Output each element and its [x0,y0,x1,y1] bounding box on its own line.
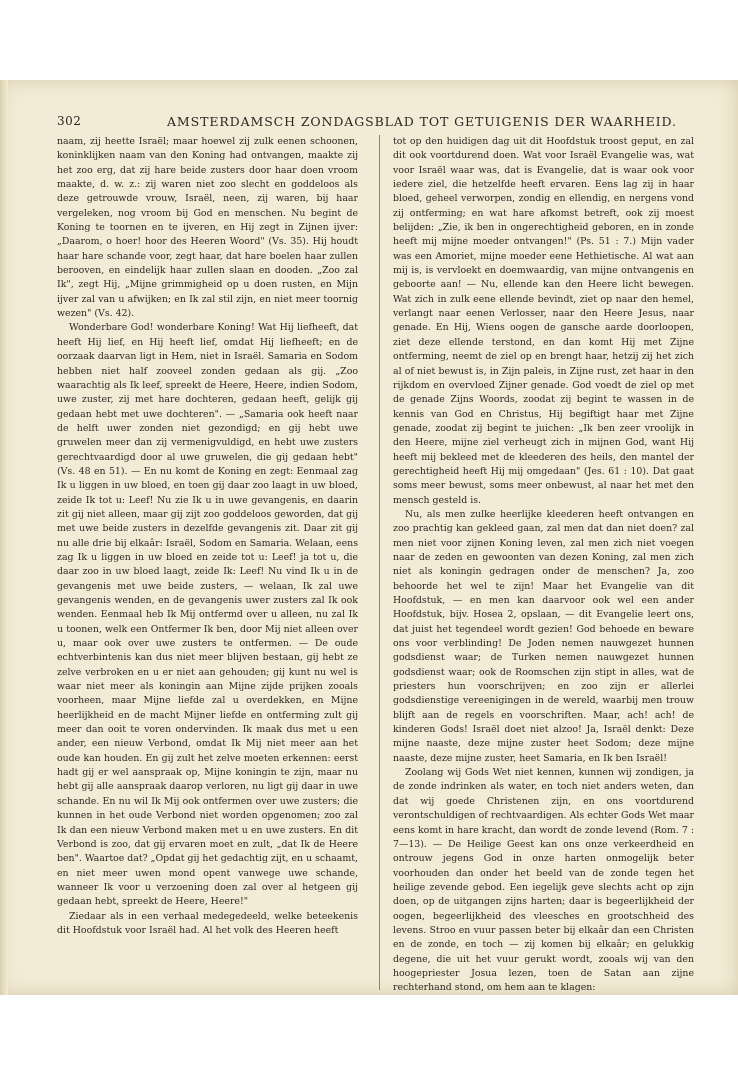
column-divider [379,135,380,990]
scanned-page [0,80,738,995]
paragraph: Ziedaar als in een verhaal medegedeeld, welke beteekenis dit Hoofdstuk voor Israël had. Al het volk des Heeren heeft [57,910,358,936]
left-column [57,135,358,938]
paragraph: Nu, als men zulke heerlijke kleederen heeft ontvangen en zoo prachtig kan gekleed gaan, zal men dat dan niet doen? zal men niet voor zijnen Koning leven, zal men zich niet voegen naar de zeden en gewoonten van dezen Koning, zal men zich niet als koningin gedragen onder de menschen? Ja, zoo behoorde het wel te zijn! Maar het Evangelie van dit Hoofdstuk, — en men kan daarvoor ook wel een ander Hoofdstuk, bijv. Hosea 2, opslaan, — dit Evangelie leert ons, dat juist het tegendeel wordt gezien! God behoede en beware ons voor verblinding! De Joden nemen nauwgezet hunnen godsdienst waar; de Turken nemen nauwgezet hunnen godsdienst waar; ook de Roomschen zijn stipt in alles, wat de priesters hun voorschrijven; en zoo zijn er allerlei godsdienstige vereenigingen in de wereld, waarbij men trouw blijft aan de regels en voorschriften. Maar, ach! ach! de kinderen Gods! Israël doet niet alzoo! Ja, Israël denkt: Deze mijne naaste, deze mijne zuster heet Sodom; deze mijne naaste, deze mijne zuster, heet Samaria, en Ik ben Israël! [393,508,694,764]
paragraph: Zoolang wij Gods Wet niet kennen, kunnen wij zondigen, ja de zonde indrinken als water, en toch niet anders weten, dan dat wij goede Christenen zijn, en ons voortdurend verontschuldigen of rechtvaardigen. Als echter Gods Wet maar eens komt in hare kracht, dan wordt de zonde levend (Rom. 7 : 7—13). — De Heilige Geest kan ons onze verkeerdheid en ontrouw jegens God in onze harten onmogelijk beter voorhouden dan onder het beeld van de zonde tegen het heilige zevende gebod. Een iegelijk geve slechts acht op zijn doen, op de uitgangen zijns harten; daar is begeerlijkheid der oogen, begeerlijkheid des vleesches en grootschheid des levens. Stroo en vuur passen beter bij elkaâr dan een Christen en de zonde, en toch — zij komen bij elkaâr; en gelukkig degene, die uit het vuur gerukt wordt, zooals wij van den hoogepriester Josua lezen, toen de Satan aan zijne rechterhand stond, om hem aan te klagen: [393,767,694,994]
paragraph: Wonderbare God! wonderbare Koning! Wat Hij liefheeft, dat heeft Hij lief, en Hij heeft lief, omdat Hij liefheeft; en de oorzaak daarvan ligt in Hem, niet in Israël. Samaria en Sodom hebben niet half zooveel zonden gedaan als gij. „Zoo waarachtig als Ik leef, spreekt de Heere, Heere, indien Sodom, uwe zuster, zij met hare dochteren, gedaan heeft, gelijk gij gedaan hebt met uwe dochteren". — „Samaria ook heeft naar de helft uwer zonden niet gezondigd; en gij hebt uwe gruwelen meer dan zij vermenigvuldigd, en hebt uwe zusters gerechtvaardigd door al uwe gruwelen, die gij gedaan hebt" (Vs. 48 en 51). — En nu komt de Koning en zegt: Eenmaal zag Ik u liggen in uw bloed, en toen gij daar zoo laagt in uw bloed, zeide Ik tot u: Leef! Nu zie Ik u in uwe gevangenis, en daarin zit gij niet alleen, maar gij zijt zoo goddeloos geworden, dat gij met uwe beide zusters in dezelfde gevangenis zit. Daar zit gij nu alle drie bij elkaâr: Israël, Sodom en Samaria. Welaan, eens zag Ik u liggen in uw bloed en zeide tot u: Leef! ja tot u, die daar zoo in uw bloed laagt, zeide Ik: Leef! Nu vind Ik u in de gevangenis met uwe beide zusters, — welaan, Ik zal uwe gevangenis wenden, en de gevangenis uwer zusters zal Ik ook wenden. Eenmaal heb Ik Mij ontfermd over u alleen, nu zal Ik u toonen, welk een Ontfermer Ik ben, door Mij niet alleen over u, maar ook over uwe zusters te ontfermen. — De oude echtverbintenis kan dus niet meer blijven bestaan, gij hebt ze zelve verbroken en u er niet aan gehouden; gij kunt nu wel is waar niet meer als koningin aan Mijne zijde prijken zooals voorheen, maar Mijne liefde zal u overdekken, en Mijne heerlijkheid en de macht Mijner liefde en ontferming zult gij meer dan ooit te voren ondervinden. Ik maak dus met u een ander, een nieuw Verbond, omdat Ik Mij niet meer aan het oude kan houden. En gij zult het zelve moeten erkennen: eerst hadt gij er wel aanspraak op, Mijne koningin te zijn, maar nu hebt gij alle aanspraak daarop verloren, nu ligt gij daar in uwe schande. En nu wil Ik Mij ook ontfermen over uwe zusters; die kunnen in het oude Verbond niet worden opgenomen; zoo zal Ik dan een nieuw Verbond maken met u en uwe zusters. En dit Verbond is zoo, dat gij ervaren moet en zult, „dat Ik de Heere ben". Waartoe dat? „Opdat gij het gedachtig zijt, en u schaamt, en niet meer uwen mond opent vanwege uwe schande, wanneer Ik voor u verzoening doen zal over al hetgeen gij gedaan hebt, spreekt de Heere, Heere!" [57,322,358,908]
right-column [393,135,694,995]
page-header [57,114,697,132]
running-title: AMSTERDAMSCH ZONDAGSBLAD TOT GETUIGENIS DER WAARHEID. [167,114,677,129]
paragraph: tot op den huidigen dag uit dit Hoofdstuk troost geput, en zal dit ook voortdurend doen. Wat voor Israël Evangelie was, wat voor Israël waar was, dat is Evangelie, dat is waar ook voor iedere ziel, die hetzelfde heeft ervaren. Eens lag zij in haar bloed, geheel verworpen, zondig en ellendig, en nergens vond zij ontferming; en wat hare afkomst betreft, ook zij moest belijden: „Zie, ik ben in ongerechtigheid geboren, en in zonde heeft mij mijne moeder ontvangen!" (Ps. 51 : 7.) Mijn vader was een Amoriet, mijne moeder eene Hethietische. Al wat aan mij is, is vervloekt en doemwaardig, van mijne ontvangenis en geboorte aan! — Nu, ellende kan den Heere licht bewegen. Wat zich in zulk eene ellende bevindt, ziet op naar den hemel, verlangt naar eenen Verlosser, naar den Heere Jesus, naar genade. En Hij, Wiens oogen de gansche aarde doorloopen, ziet deze ellende terstond, en dan komt Hij met Zijne ontferming, neemt de ziel op en brengt haar, hetzij zij het zich al of niet bewust is, in Zijn paleis, in Zijne rust, zet haar in den rijkdom en overvloed Zijner genade. God voedt de ziel op met de genade Zijns Woords, zoodat zij begint te wassen in de kennis van God en Christus, Hij begiftigt haar met Zijne genade, zoodat zij begint te juichen: „Ik ben zeer vroolijk in den Heere, mijne ziel verheugt zich in mijnen God, want Hij heeft mij bekleed met de kleederen des heils, den mantel der gerechtigheid heeft Hij mij omgedaan" (Jes. 61 : 10). Dat gaat soms meer bewust, soms meer onbewust, al naar het met den mensch gesteld is. [393,136,694,506]
page-edge-shadow [0,80,8,995]
page-number: 302 [57,114,82,128]
paragraph: naam, zij heette Israël; maar hoewel zij zulk eenen schoonen, koninklijken naam van den Koning had ontvangen, maakte zij het zoo erg, dat zij hare beide zusters door haar doen vroom maakte, d. w. z.: zij waren niet zoo slecht en goddeloos als deze getrouwde vrouw, Israël, neen, zij waren, bij haar vergeleken, nog vroom bij God en menschen. Nu begint de Koning te toornen en te ijveren, en Hij zegt in Zijnen ijver: „Daarom, o hoer! hoor des Heeren Woord" (Vs. 35). Hij houdt haar hare schande voor, zegt haar, dat hare boelen haar zullen berooven, en eindelijk haar zullen slaan en dooden. „Zoo zal Ik", zegt Hij, „Mijne grimmigheid op u doen rusten, en Mijn ijver zal van u afwijken; en Ik zal stil zijn, en niet meer toornig wezen" (Vs. 42). [57,136,358,320]
